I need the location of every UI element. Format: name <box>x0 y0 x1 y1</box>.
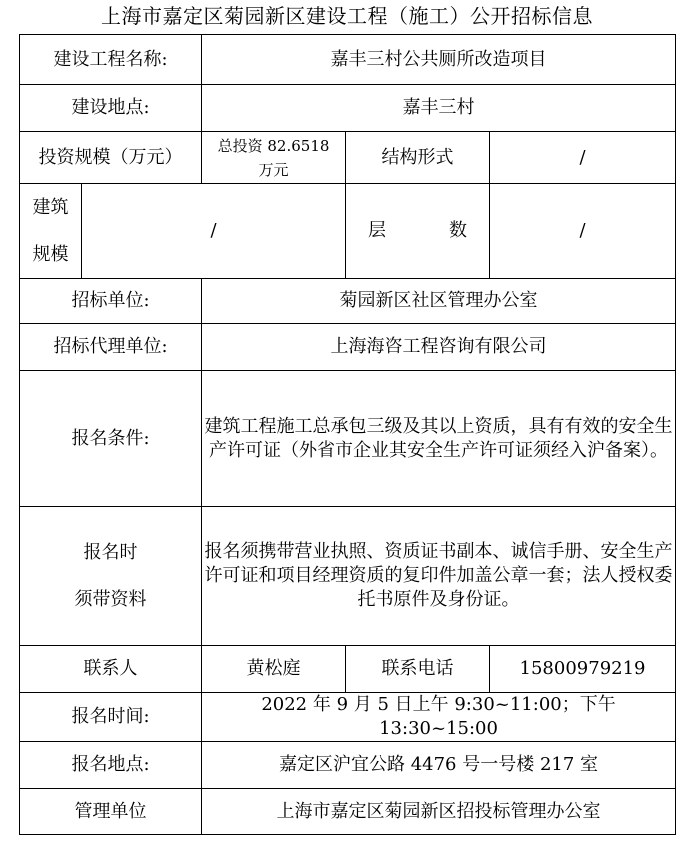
contact-phone-label: 联系电话 <box>346 646 490 693</box>
contact-name: 黄松庭 <box>202 646 346 693</box>
materials-label-line2: 须带资料 <box>74 589 147 610</box>
investment-value-line1: 总投资 82.6518 <box>217 136 330 155</box>
contact-phone: 15800979219 <box>490 646 676 693</box>
tender-unit-value: 菊园新区社区管理办公室 <box>202 279 676 324</box>
building-label-line2: 规模 <box>32 244 69 265</box>
location-label: 建设地点: <box>20 85 202 132</box>
row-manager <box>20 789 676 835</box>
conditions-value: 建筑工程施工总承包三级及其以上资质，具有有效的安全生产许可证（外省市企业其安全生产许可证须经入沪备案）。 <box>202 371 676 507</box>
row-investment <box>20 132 676 184</box>
row-conditions <box>20 371 676 507</box>
row-building <box>20 184 676 279</box>
page-title: 上海市嘉定区菊园新区建设工程（施工）公开招标信息 <box>101 4 593 28</box>
materials-label <box>20 507 202 646</box>
agent-label: 招标代理单位: <box>20 324 202 371</box>
building-value: / <box>82 184 346 279</box>
tender-info-table <box>19 34 676 835</box>
materials-value: 报名须携带营业执照、资质证书副本、诚信手册、安全生产许可证和项目经理资质的复印件加盖公章一套；法人授权委托书原件及身份证。 <box>202 507 676 646</box>
structure-label: 结构形式 <box>346 132 490 184</box>
row-reg-place <box>20 742 676 789</box>
manager-value: 上海市嘉定区菊园新区招投标管理办公室 <box>202 789 676 835</box>
building-label <box>20 184 82 279</box>
row-location <box>20 85 676 132</box>
floors-label-b: 数 <box>449 220 468 241</box>
manager-label: 管理单位 <box>20 789 202 835</box>
reg-place-value: 嘉定区沪宜公路 4476 号一号楼 217 室 <box>202 742 676 789</box>
investment-value-line2: 万元 <box>258 160 289 179</box>
conditions-label: 报名条件: <box>20 371 202 507</box>
row-agent <box>20 324 676 371</box>
row-materials <box>20 507 676 646</box>
reg-time-label: 报名时间: <box>20 693 202 742</box>
project-name-label: 建设工程名称: <box>20 35 202 85</box>
reg-time-value: 2022 年 9 月 5 日上午 9:30~11:00；下午 13:30~15:00 <box>202 693 676 742</box>
investment-value <box>202 132 346 184</box>
tender-unit-label: 招标单位: <box>20 279 202 324</box>
investment-label: 投资规模（万元） <box>20 132 202 184</box>
materials-label-line1: 报名时 <box>83 542 138 563</box>
project-name-value: 嘉丰三村公共厕所改造项目 <box>202 35 676 85</box>
row-project-name <box>20 35 676 85</box>
floors-label <box>346 184 490 279</box>
structure-value: / <box>490 132 676 184</box>
row-tender-unit <box>20 279 676 324</box>
contact-label: 联系人 <box>20 646 202 693</box>
agent-value: 上海海咨工程咨询有限公司 <box>202 324 676 371</box>
floors-value: / <box>490 184 676 279</box>
building-label-line1: 建筑 <box>32 197 69 218</box>
reg-place-label: 报名地点: <box>20 742 202 789</box>
row-contact <box>20 646 676 693</box>
floors-label-a: 层 <box>368 220 387 241</box>
row-reg-time <box>20 693 676 742</box>
location-value: 嘉丰三村 <box>202 85 676 132</box>
